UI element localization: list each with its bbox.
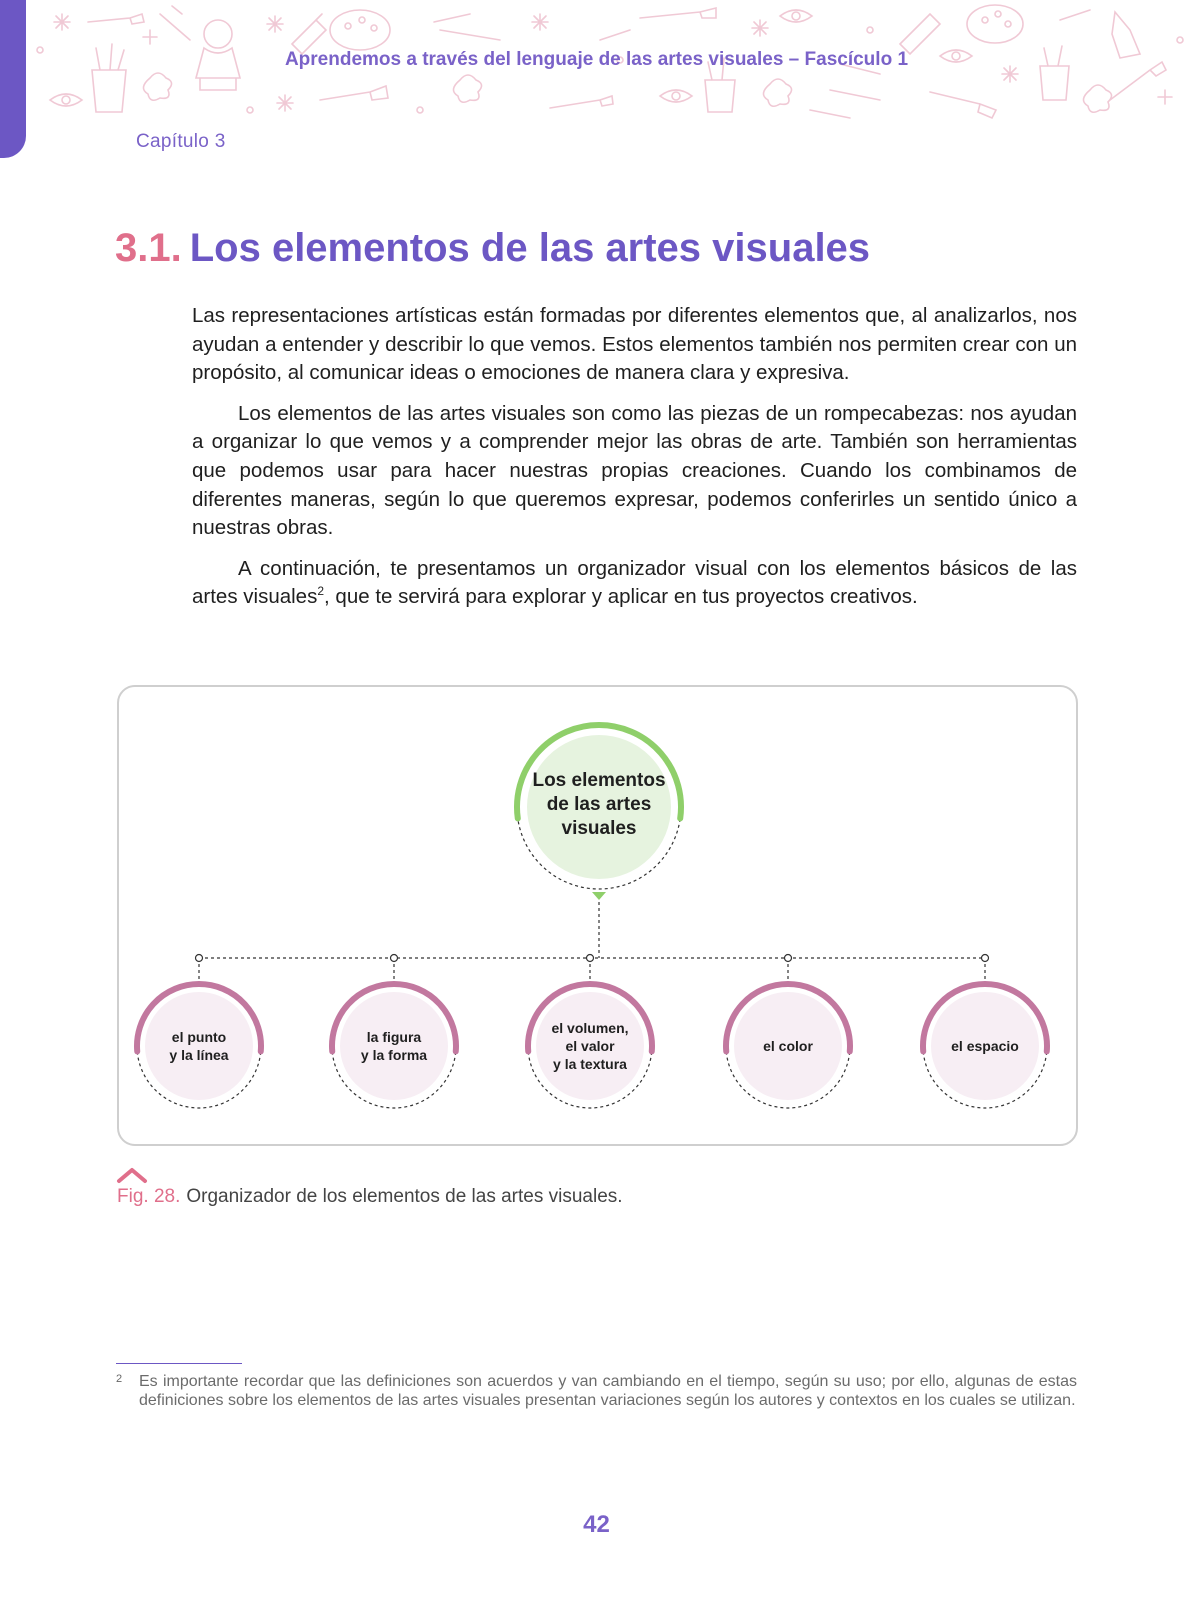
figure-caption xyxy=(117,1186,623,1208)
center-node-line: Los elementos xyxy=(532,770,666,791)
footnote-divider xyxy=(116,1363,242,1364)
center-node-line: de las artes xyxy=(546,794,652,815)
child-node-line: y la textura xyxy=(553,1056,627,1072)
child-node-label xyxy=(534,1019,646,1073)
child-node-line: el color xyxy=(763,1038,813,1054)
child-node-line: el espacio xyxy=(951,1038,1019,1054)
paragraph xyxy=(192,555,1077,612)
paragraph: Las representaciones artísticas están formadas por diferentes elementos que, al analizarlos, nos ayudan a entender y describir lo que vemos. Estos elementos también nos permiten crear con un propósito, al comunicar ideas o emociones de manera clara y expresiva. xyxy=(192,304,1077,385)
figure-number: Fig. 28. xyxy=(117,1186,181,1207)
paragraph: Los elementos de las artes visuales son como las piezas de un rompecabezas: nos ayudan a organizar lo que vemos y a comprender mejor las obras de arte. También son herramientas que podemos usar para hacer nuestras propias creaciones. Cuando los combinamos de diferentes maneras, según lo que queremos expresar, podemos conferirles un sentido único a nuestras obras. xyxy=(192,401,1077,540)
footnote-ref: 2 xyxy=(317,584,325,599)
child-node-line: y la línea xyxy=(169,1047,229,1063)
child-node-line: el valor xyxy=(565,1038,615,1054)
footnote-number: 2 xyxy=(116,1373,123,1385)
child-node-label xyxy=(143,1028,255,1064)
child-node-label xyxy=(338,1028,450,1064)
child-node-label xyxy=(929,1037,1041,1055)
center-pointer-icon xyxy=(592,892,606,900)
center-node-line: visuales xyxy=(561,818,637,839)
organizer-graphic xyxy=(119,687,1080,1148)
child-node-line: el punto xyxy=(171,1029,227,1045)
concept-organizer-diagram xyxy=(117,685,1078,1146)
page-number: 42 xyxy=(583,1511,610,1538)
paragraph-text: A continuación, te presentamos un organizador visual con los elementos básicos de las artes visuales xyxy=(192,556,1077,609)
footnote-text: Es importante recordar que las definiciones son acuerdos y van cambiando en el tiempo, según su uso; por ello, algunas de estas definiciones sobre los elementos de las artes visuales presentan variaciones según los autores y contextos en los cuales se utilizan. xyxy=(139,1373,1077,1409)
child-node-line: el volumen, xyxy=(551,1020,629,1036)
section-number: 3.1. xyxy=(115,226,182,270)
connector-node-icon xyxy=(982,955,989,962)
connector-node-icon xyxy=(391,955,398,962)
chapter-label: Capítulo 3 xyxy=(136,131,226,152)
child-node-line: la figura xyxy=(366,1029,422,1045)
connector-node-icon xyxy=(196,955,203,962)
running-title: Aprendemos a través del lenguaje de las artes visuales – Fascículo 1 xyxy=(284,49,909,70)
child-node-label xyxy=(732,1037,844,1055)
chapter-side-tab xyxy=(0,0,26,158)
section-title xyxy=(115,226,870,271)
section-title-text: Los elementos de las artes visuales xyxy=(189,226,871,270)
child-node-line: y la forma xyxy=(360,1047,428,1063)
body-text xyxy=(192,302,1077,624)
connector-node-icon xyxy=(785,955,792,962)
connector-node-icon xyxy=(587,955,594,962)
paragraph-text: , que te servirá para explorar y aplicar en tus proyectos creativos. xyxy=(324,585,918,609)
center-node-label xyxy=(519,769,679,841)
caption-text: Organizador de los elementos de las artes visuales. xyxy=(186,1186,623,1207)
